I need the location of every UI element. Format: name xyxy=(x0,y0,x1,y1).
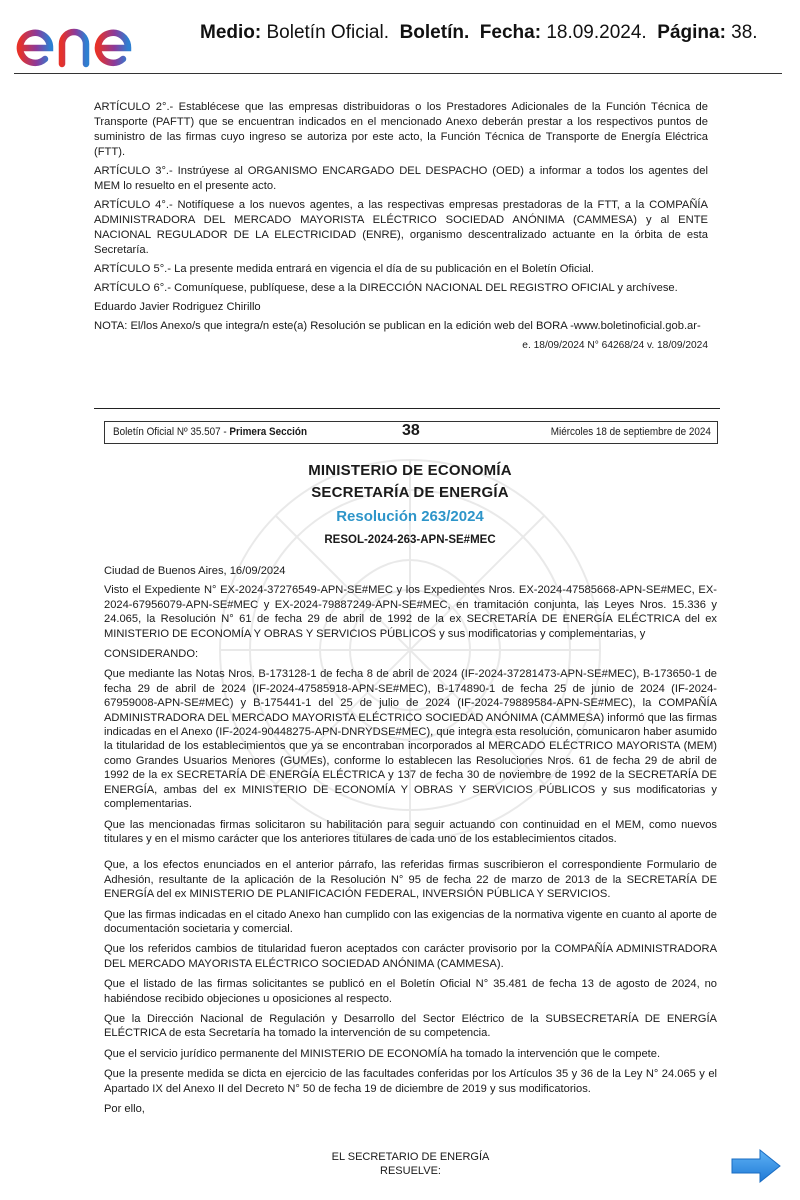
next-arrow-icon[interactable] xyxy=(730,1148,782,1184)
signer-name: Eduardo Javier Rodriguez Chirillo xyxy=(94,301,261,313)
signer-title: EL SECRETARIO DE ENERGÍA xyxy=(331,1151,490,1163)
annex-note: NOTA: El/los Anexo/s que integra/n este(a) Resolución se publican en la edición web del BORA -www.boletinoficial.gob.ar- xyxy=(94,320,701,332)
considerando-paragraph: Que mediante las Notas Nros. B-173128-1 de fecha 8 de abril de 2024 (IF-2024-37281473-APN-SE#MEC), B-173650-1 de fecha 29 de abril de 2024 (IF-2024-47585918-APN-SE#MEC), B-174890-1 de fecha 25 de junio de 2024 (IF-2024-67959008-APN-SE#MEC) y B-175441-1 del 25 de julio de 2024 (IF-2024-79889584-APN-SE#MEC), la COMPAÑÍA ADMINISTRADORA DEL MERCADO MAYORISTA ELÉCTRICO SOCIEDAD ANÓNIMA (CAMMESA) informó que las firmas indicadas en el Anexo (IF-2024-90448275-APN-DNRYDSE#MEC), que integra esta resolución, comunicaron haber asumido la titularidad de los establecimientos que ya se encontraban incorporados al MERCADO ELÉCTRICO MAYORISTA (MEM) como Grandes Usuarios Menores (GUMEs), conforme lo establecen las Resoluciones Nros. 61 de fecha 29 de abril de 1992 de la ex SECRETARÍA DE ENERGÍA ELÉCTRICA y 137 de fecha 30 de noviembre de 1992 de la SECRETARÍA DE ENERGÍA, ambas del ex MINISTERIO DE ECONOMÍA Y OBRAS Y SERVICIOS PÚBLICOS y sus modificatorias y complementarias. xyxy=(104,668,717,811)
publication-reference: e. 18/09/2024 N° 64268/24 v. 18/09/2024 xyxy=(522,340,708,351)
resolves-block xyxy=(104,1150,717,1178)
resolution-body xyxy=(104,564,717,1122)
section-divider xyxy=(94,408,720,409)
article-paragraph: ARTÍCULO 5°.- La presente medida entrará en vigencia el día de su publicación en el Boletín Oficial. xyxy=(94,263,594,275)
previous-resolution-text xyxy=(94,100,708,354)
secretariat-title: SECRETARÍA DE ENERGÍA xyxy=(311,484,509,501)
resuelve-heading: RESUELVE: xyxy=(380,1165,441,1177)
considerando-paragraph: Que las mencionadas firmas solicitaron su habilitación para seguir actuando con continuidad en el MEM, como nuevos titulares y en el mismo carácter que los anteriores titulares de cada uno de los establecimientos citados. xyxy=(104,818,717,845)
resolution-title-block xyxy=(104,460,716,546)
considerando-paragraph: Que el listado de las firmas solicitantes se publicó en el Boletín Oficial N° 35.481 de fecha 13 de agosto de 2024, no habiéndose recibido objeciones u oposiciones al respecto. xyxy=(104,978,717,1005)
article-paragraph: ARTÍCULO 4°.- Notifíquese a los nuevos agentes, a las respectivas empresas prestadoras de la FTT, a la COMPAÑÍA ADMINISTRADORA DEL MERCADO MAYORISTA ELÉCTRICO SOCIEDAD ANÓNIMA (CAMMESA) y al ENTE NACIONAL REGULADOR DE LA ELECTRICIDAD (ENRE), organismo descentralizado actuante en la órbita de esta Secretaría. xyxy=(94,199,708,256)
considerando-paragraph: Que el servicio jurídico permanente del MINISTERIO DE ECONOMÍA ha tomado la intervención que le compete. xyxy=(104,1047,661,1060)
resolution-code: RESOL-2024-263-APN-SE#MEC xyxy=(324,534,496,546)
visto-paragraph: Visto el Expediente N° EX-2024-37276549-APN-SE#MEC y los Expedientes Nros. EX-2024-47585668-APN-SE#MEC, EX-2024-67956079-APN-SE#MEC y EX-2024-79887249-APN-SE#MEC, en tramitación conjunta, las Leyes Nros. 15.336 y 24.065, la Resolución N° 61 de fecha 29 de abril de 1992 de la ex SECRETARÍA DE ENERGÍA ELÉCTRICA del ex MINISTERIO DE ECONOMÍA Y OBRAS Y SERVICIOS PÚBLICOS y sus modificatorias y complementarias, y xyxy=(104,584,717,640)
article-paragraph: ARTÍCULO 2°.- Establécese que las empresas distribuidoras o los Prestadores Adicionales de la Función Técnica de Transporte (PAFTT) que se encuentran indicados en el mencionado Anexo deberán prestar a los respectivos puntos de suministro de las firmas cuyo ingreso se autoriza por este acto, la Función Técnica de Transporte de Energía Eléctrica (FTT). xyxy=(94,101,708,158)
clipping-header xyxy=(0,0,800,76)
por-ello: Por ello, xyxy=(104,1103,145,1115)
place-date: Ciudad de Buenos Aires, 16/09/2024 xyxy=(104,565,286,577)
clipping-meta: Medio: Boletín Oficial. Boletín. Fecha: 18.09.2024. Página: 38. xyxy=(200,22,758,43)
considerando-paragraph: Que los referidos cambios de titularidad fueron aceptados con carácter provisorio por la COMPAÑÍA ADMINISTRADORA DEL MERCADO MAYORISTA ELÉCTRICO SOCIEDAD ANÓNIMA (CAMMESA). xyxy=(104,943,717,970)
enel-logo xyxy=(14,8,180,70)
header-divider xyxy=(14,73,782,74)
resolution-number: Resolución 263/2024 xyxy=(336,508,484,525)
considerando-paragraph: Que la Dirección Nacional de Regulación y Desarrollo del Sector Eléctrico de la SUBSECRETARÍA DE ENERGÍA ELÉCTRICA de esta Secretaría ha tomado la intervención de su competencia. xyxy=(104,1012,717,1040)
considerando-paragraph: Que las firmas indicadas en el citado Anexo han cumplido con las exigencias de la normativa vigente en cuanto al aporte de documentación societaria y comercial. xyxy=(104,908,717,935)
bulletin-issue: Boletín Oficial Nº 35.507 - Primera Sección xyxy=(113,426,308,438)
considerando-paragraph: Que, a los efectos enunciados en el anterior párrafo, las referidas firmas suscribieron el correspondiente Formulario de Adhesión, resultante de la aplicación de la Resolución N° 95 de fecha 22 de marzo de 2013 de la SECRETARÍA DE ENERGÍA del ex MINISTERIO DE PLANIFICACIÓN FEDERAL, INVERSIÓN PÚBLICA Y SERVICIOS. xyxy=(104,859,717,901)
article-paragraph: ARTÍCULO 3°.- Instrúyese al ORGANISMO ENCARGADO DEL DESPACHO (OED) a informar a todos los agentes del MEM lo resuelto en el presente acto. xyxy=(94,165,708,192)
bulletin-page-number: 38 xyxy=(402,422,420,439)
ministry-title: MINISTERIO DE ECONOMÍA xyxy=(308,462,512,479)
article-paragraph: ARTÍCULO 6°.- Comuníquese, publíquese, dese a la DIRECCIÓN NACIONAL DEL REGISTRO OFICIAL y archívese. xyxy=(94,282,678,294)
considerando-heading: CONSIDERANDO: xyxy=(104,648,199,661)
bulletin-header-bar xyxy=(104,421,718,444)
considerando-paragraph: Que la presente medida se dicta en ejercicio de las facultades conferidas por los Artículos 35 y 36 de la Ley N° 24.065 y el Apartado IX del Anexo II del Decreto N° 50 de fecha 19 de diciembre de 2019 y sus modificatorios. xyxy=(104,1068,717,1095)
bulletin-date: Miércoles 18 de septiembre de 2024 xyxy=(550,426,711,438)
